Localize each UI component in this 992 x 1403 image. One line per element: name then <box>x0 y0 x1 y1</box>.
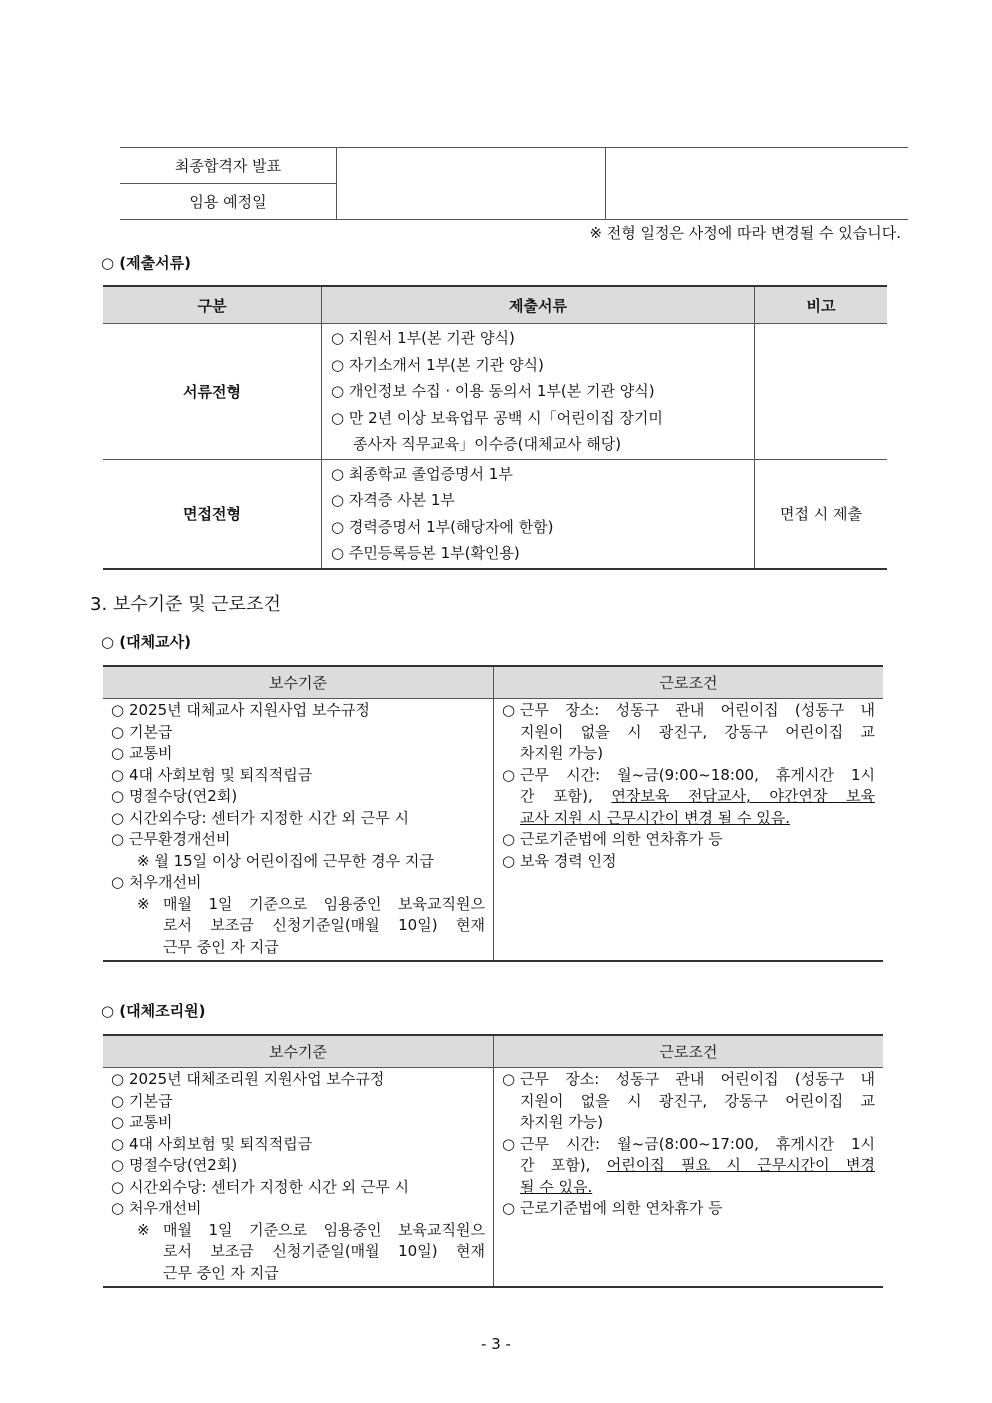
pay-item: 처우개선비 <box>129 873 202 891</box>
list-item: ○ 교통비 <box>111 743 485 765</box>
column-header: 보수기준 <box>103 666 494 699</box>
list-item: ○ 2025년 대체조리원 지원사업 보수규정 <box>111 1069 485 1091</box>
list-item: ○ 교통비 <box>111 1112 485 1134</box>
note-line: 근무 중인 자 지급 <box>163 937 279 956</box>
list-item-continuation-text: 종사자 직무교육」이수증(대체교사 해당) <box>353 435 622 453</box>
schedule-label: 임용 예정일 <box>120 184 337 220</box>
work-line: 근무 장소: 성동구 관내 어린이집 (성동구 내 <box>520 701 875 719</box>
remark-cell <box>755 324 888 460</box>
list-item: ○ 처우개선비 <box>111 1198 485 1220</box>
note-mark: ※ <box>137 894 150 913</box>
work-line: 차지원 가능) <box>520 1113 604 1131</box>
column-header: 근로조건 <box>494 1035 884 1068</box>
pay-item: 4대 사회보험 및 퇴직적립금 <box>129 1134 313 1153</box>
work-item: 보육 경력 인정 <box>520 851 617 870</box>
schedule-date-cell <box>337 148 606 220</box>
list-item: ○ 경력증명서 1부(해당자에 한함) <box>331 517 554 536</box>
work-item: 근로기준법에 의한 연차휴가 등 <box>520 830 723 848</box>
pay-item: 2025년 대체교사 지원사업 보수규정 <box>129 701 370 719</box>
teacher-pay-table <box>103 665 883 962</box>
list-item: ○ 기본급 <box>111 1091 485 1113</box>
work-condition-cell <box>494 699 884 962</box>
documents-list-cell <box>322 324 755 460</box>
list-item: ○ 근무 장소: 성동구 관내 어린이집 (성동구 내 지원이 없을 시 광진구, 강동구 어린이집 교 차지원 가능) <box>502 700 875 765</box>
work-condition-cell <box>494 1068 884 1288</box>
note-line: 근무 중인 자 지급 <box>163 1263 279 1282</box>
list-item: ○ 시간외수당: 센터가 지정한 시간 외 근무 시 <box>111 1177 485 1199</box>
remark-cell: 면접 시 제출 <box>755 459 888 569</box>
list-item: ○ 자기소개서 1부(본 기관 양식) <box>331 355 544 374</box>
list-item: ○ 4대 사회보험 및 퇴직적립금 <box>111 1134 485 1156</box>
work-line: 차지원 가능) <box>520 744 604 762</box>
list-item: ○ 보육 경력 인정 <box>502 851 875 873</box>
note-line: 로서 보조금 신청기준일(매월 10일) 현재 <box>163 916 485 934</box>
cook-heading: ○ (대체조리원) <box>101 1002 206 1020</box>
list-item: ○ 만 2년 이상 보육업무 공백 시「어린이집 장기미 <box>331 408 663 427</box>
work-line <box>520 786 875 808</box>
note-line: 매월 1일 기준으로 임용중인 보육교직원으 <box>163 1220 485 1239</box>
work-line: 지원이 없을 시 광진구, 강동구 어린이집 교 <box>520 1091 875 1110</box>
pay-item: 2025년 대체조리원 지원사업 보수규정 <box>129 1070 385 1088</box>
work-line: 근무 시간: 월~금(9:00~18:00, 휴게시간 1시 <box>520 765 875 784</box>
column-header: 비고 <box>755 286 888 324</box>
work-text-underlined: 연장보육 전담교사, 야간연장 보육 <box>611 787 875 805</box>
pay-item: 기본급 <box>129 1091 173 1110</box>
list-item: ○ 근무환경개선비 <box>111 829 485 851</box>
list-item-continuation <box>323 431 753 458</box>
list-item: ○ 근로기준법에 의한 연차휴가 등 <box>502 829 875 851</box>
schedule-label: 최종합격자 발표 <box>120 148 337 184</box>
pay-item: 교통비 <box>129 744 173 762</box>
work-line: 될 수 있음. <box>520 1177 593 1196</box>
pay-standard-cell <box>103 1068 494 1288</box>
pay-standard-cell <box>103 699 494 962</box>
list-item: ○ 지원서 1부(본 기관 양식) <box>331 329 515 347</box>
cook-pay-table <box>103 1034 883 1288</box>
list-item: ○ 근무 시간: 월~금(9:00~18:00, 휴게시간 1시 간 포함), 연장보육 전담교사, 야간연장 보육 교사 지원 시 근무시간이 변경 될 수 있음. <box>502 765 875 830</box>
list-item: ○ 처우개선비 <box>111 872 485 894</box>
note-line: 로서 보조금 신청기준일(매월 10일) 현재 <box>163 1242 485 1260</box>
work-item: 근로기준법에 의한 연차휴가 등 <box>520 1199 723 1217</box>
column-header: 제출서류 <box>322 286 755 324</box>
table-header-row <box>103 286 887 324</box>
pay-item: 근무환경개선비 <box>129 830 231 848</box>
documents-table <box>103 285 887 570</box>
list-item: ○ 명절수당(연2회) <box>111 786 485 808</box>
category-cell: 면접전형 <box>103 459 322 569</box>
list-item: ○ 2025년 대체교사 지원사업 보수규정 <box>111 700 485 722</box>
schedule-remark-cell <box>606 148 909 220</box>
list-item: ○ 근무 장소: 성동구 관내 어린이집 (성동구 내 지원이 없을 시 광진구, 강동구 어린이집 교 차지원 가능) <box>502 1069 875 1134</box>
list-item: ○ 기본급 <box>111 722 485 744</box>
column-header: 근로조건 <box>494 666 884 699</box>
work-line: 근무 장소: 성동구 관내 어린이집 (성동구 내 <box>520 1070 875 1088</box>
pay-item: 교통비 <box>129 1113 173 1131</box>
table-row <box>103 324 887 460</box>
work-line: 지원이 없을 시 광진구, 강동구 어린이집 교 <box>520 722 875 741</box>
documents-list-cell <box>322 459 755 569</box>
list-item: ○ 근무 시간: 월~금(8:00~17:00, 휴게시간 1시 간 포함), 어린이집 필요 시 근무시간이 변경 될 수 있음. <box>502 1134 875 1199</box>
table-header-row <box>103 666 883 699</box>
work-line: 교사 지원 시 근무시간이 변경 될 수 있음. <box>520 808 790 827</box>
documents-heading: ○ (제출서류) <box>101 254 191 272</box>
work-text: 간 포함), <box>520 787 612 805</box>
schedule-table <box>120 147 908 220</box>
pay-note <box>111 1220 485 1285</box>
pay-item: 명절수당(연2회) <box>129 787 238 805</box>
pay-item: 시간외수당: 센터가 지정한 시간 외 근무 시 <box>129 808 409 827</box>
column-header: 구분 <box>103 286 322 324</box>
category-cell: 서류전형 <box>103 324 322 460</box>
table-header-row <box>103 1035 883 1068</box>
list-item: ○ 주민등록등본 1부(확인용) <box>331 544 520 562</box>
page-number: - 3 - <box>481 1335 511 1353</box>
schedule-note: ※ 전형 일정은 사정에 따라 변경될 수 있습니다. <box>589 224 901 242</box>
list-item: ○ 시간외수당: 센터가 지정한 시간 외 근무 시 <box>111 808 485 830</box>
list-item: ○ 근로기준법에 의한 연차휴가 등 <box>502 1198 875 1220</box>
column-header: 보수기준 <box>103 1035 494 1068</box>
section-title: 3. 보수기준 및 근로조건 <box>90 594 281 615</box>
pay-item: 기본급 <box>129 722 173 741</box>
pay-note <box>111 894 485 959</box>
pay-note: ※ 월 15일 이상 어린이집에 근무한 경우 지급 <box>137 851 434 870</box>
pay-item: 명절수당(연2회) <box>129 1156 238 1174</box>
pay-item: 4대 사회보험 및 퇴직적립금 <box>129 765 313 784</box>
table-row <box>103 699 883 962</box>
work-text: 간 포함), <box>520 1156 607 1174</box>
table-row <box>103 459 887 569</box>
list-item: ○ 최종학교 졸업증명서 1부 <box>331 464 513 483</box>
teacher-heading: ○ (대체교사) <box>101 633 191 651</box>
table-row <box>103 1068 883 1288</box>
work-text-underlined: 어린이집 필요 시 근무시간이 변경 <box>606 1156 875 1174</box>
list-item: ○ 자격증 사본 1부 <box>331 491 455 509</box>
list-item: ○ 개인정보 수집 · 이용 동의서 1부(본 기관 양식) <box>331 382 655 400</box>
table-row <box>120 148 908 184</box>
pay-item: 시간외수당: 센터가 지정한 시간 외 근무 시 <box>129 1177 409 1196</box>
note-mark: ※ <box>137 1220 150 1239</box>
list-item: ○ 4대 사회보험 및 퇴직적립금 <box>111 765 485 787</box>
note-line: 매월 1일 기준으로 임용중인 보육교직원으 <box>163 894 485 913</box>
work-line <box>520 1155 875 1177</box>
work-line: 근무 시간: 월~금(8:00~17:00, 휴게시간 1시 <box>520 1134 875 1153</box>
list-item: ○ 명절수당(연2회) <box>111 1155 485 1177</box>
pay-item: 처우개선비 <box>129 1199 202 1217</box>
